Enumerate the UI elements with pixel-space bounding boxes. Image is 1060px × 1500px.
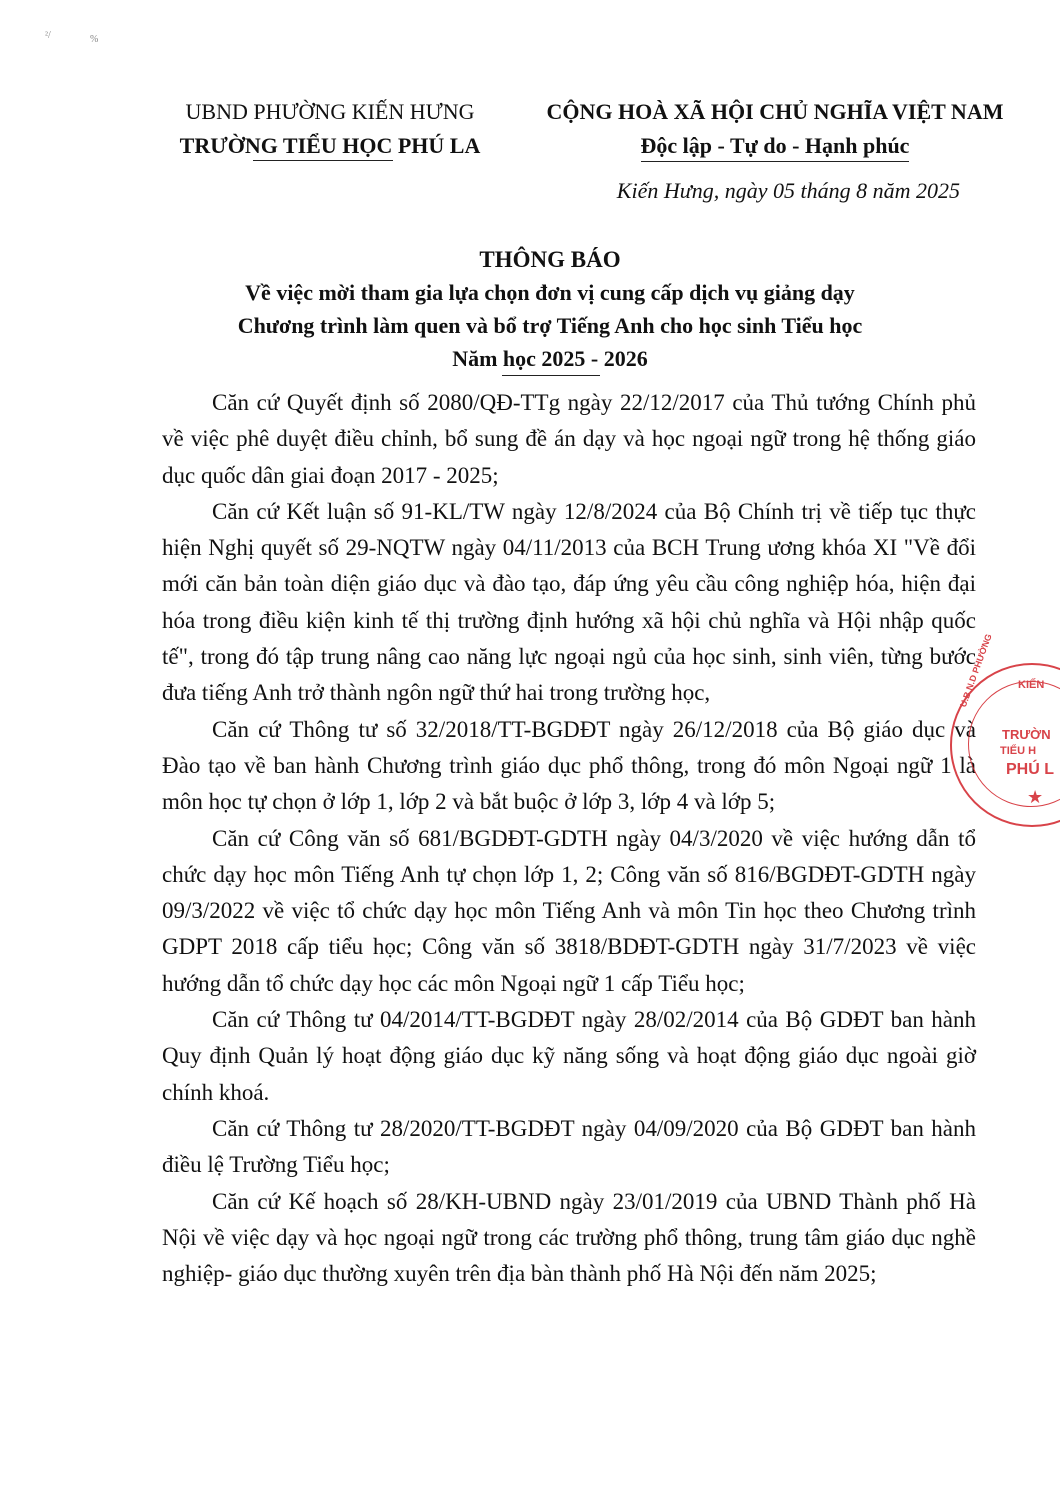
paragraph: Căn cứ Thông tư 28/2020/TT-BGDĐT ngày 04/09/2020 của Bộ GDĐT ban hành điều lệ Trường Tiểu học; — [162, 1115, 976, 1178]
paragraph: Căn cứ Thông tư số 32/2018/TT-BGDĐT ngày 26/12/2018 của Bộ giáo dục và Đào tạo về ban hành Chương trình giáo dục phổ thông, trong đó môn Ngoại ngữ 1 là môn học tự chọn ở lớp 1, lớp 2 và bắt buộc ở lớp 3, lớp 4 và lớp 5; — [162, 716, 976, 815]
scan-mark: ²/ — [45, 30, 51, 41]
notice-title: THÔNG BÁO — [479, 247, 621, 272]
republic-name: CỘNG HOÀ XÃ HỘI CHỦ NGHĨA VIỆT NAM — [546, 99, 1004, 124]
paragraph: Căn cứ Quyết định số 2080/QĐ-TTg ngày 22/12/2017 của Thủ tướng Chính phủ về việc phê duyệt điều chỉnh, bổ sung đề án dạy và học ngoại ngữ trong hệ thống giáo dục quốc dân giai đoạn 2017 - 2025; — [162, 390, 976, 488]
issuer-org: UBND PHƯỜNG KIẾN HƯNG — [185, 99, 475, 124]
seal-text: PHÚ L — [1006, 761, 1054, 778]
seal-text: TRƯỜN — [1002, 727, 1051, 742]
paragraph: Căn cứ Thông tư 04/2014/TT-BGDĐT ngày 28/02/2014 của Bộ GDĐT ban hành Quy định Quản lý hoạt động giáo dục kỹ năng sống và hoạt động giáo dục ngoài giờ chính khoá. — [162, 1007, 976, 1105]
scan-mark: % — [90, 34, 99, 45]
notice-subject-line-2: Chương trình làm quen và bổ trợ Tiếng Anh cho học sinh Tiểu học — [237, 313, 863, 338]
issuer-school: TRƯỜNG TIỂU HỌC PHÚ LA — [179, 133, 481, 158]
seal-text: KIẾN — [1018, 679, 1045, 691]
notice-subject-line-3: Năm học 2025 - 2026 — [452, 346, 648, 371]
header-divider-left — [253, 160, 393, 161]
national-motto: Độc lập - Tự do - Hạnh phúc — [641, 131, 910, 162]
title-divider — [502, 375, 600, 376]
seal-inner-ring — [968, 681, 1060, 807]
issuer-header — [150, 95, 510, 163]
paragraph: Căn cứ Kết luận số 91-KL/TW ngày 12/8/2024 của Bộ Chính trị về tiếp tục thực hiện Nghị quyết số 29-NQTW ngày 04/11/2013 của BCH Trung ương khóa XI "Về đổi mới căn bản toàn diện giáo dục và đào tạo, đáp ứng yêu cầu công nghiệp hóa, hiện đại hóa trong điều kiện kinh tế thị trường định hướng xã hội chủ nghĩa và Hội nhập quốc tế", trong đó tập trung nâng cao năng lực ngoại ngủ của học sinh, sinh viên, từng bước đưa tiếng Anh trở thành ngôn ngữ thứ hai trong trường học, — [162, 498, 976, 706]
date-line: Kiến Hưng, ngày 05 tháng 8 năm 2025 — [616, 178, 960, 203]
paragraph: Căn cứ Công văn số 681/BGDĐT-GDTH ngày 04/3/2020 về việc hướng dẫn tổ chức dạy học môn Tiếng Anh tự chọn lớp 1, 2; Công văn số 816/BGDĐT-GDTH ngày 09/3/2022 về việc tổ chức dạy học môn Tiếng Anh và môn Tin học theo Chương trình GDPT 2018 cấp tiểu học; Công văn số 3818/BDĐT-GDTH ngày 31/7/2023 về việc hướng dẫn tổ chức dạy học các môn Ngoại ngữ 1 cấp Tiểu học; — [162, 825, 976, 996]
document-body — [162, 385, 976, 1292]
seal-star-icon: ★ — [1027, 787, 1044, 807]
paragraph: Căn cứ Kế hoạch số 28/KH-UBND ngày 23/01/2019 của UBND Thành phố Hà Nội về việc dạy và học ngoại ngữ trong các trường phổ thông, trung tâm giáo dục nghề nghiệp- giáo dục thường xuyên trên địa bàn thành phố Hà Nội đến năm 2025; — [162, 1188, 976, 1287]
seal-text: U.B.N.D PHƯỜNG — [958, 632, 994, 709]
seal-text: TIỂU H — [1000, 745, 1037, 757]
notice-title-block — [130, 243, 970, 375]
notice-subject-line-1: Về việc mời tham gia lựa chọn đơn vị cung cấp dịch vụ giảng dạy — [245, 280, 855, 305]
national-header — [540, 95, 1010, 163]
